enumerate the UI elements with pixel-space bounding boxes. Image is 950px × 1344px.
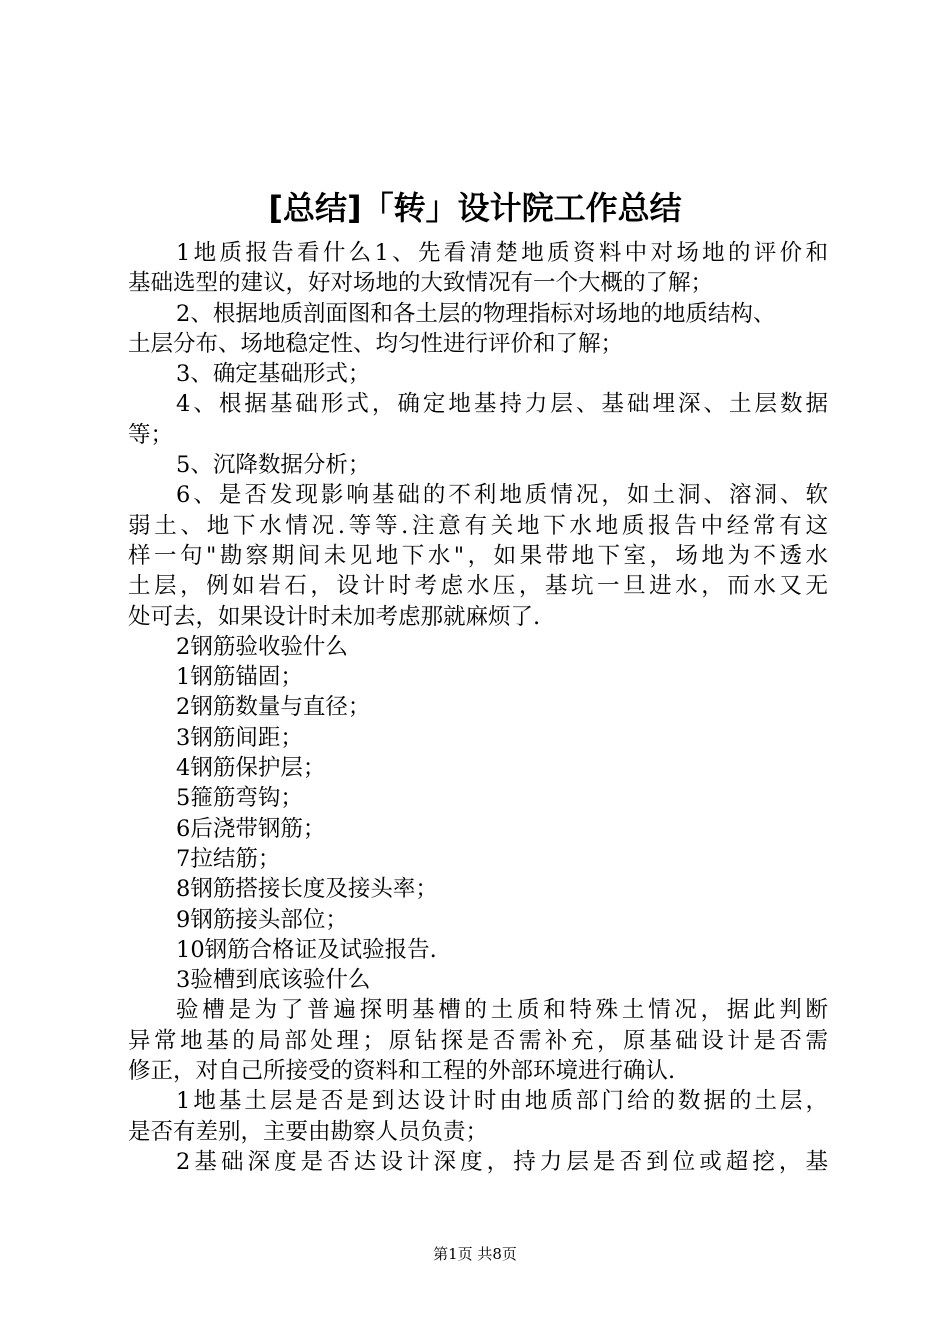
text-line: 7拉结筋；: [176, 845, 281, 872]
text-line: 3钢筋间距；: [176, 724, 303, 751]
text-line: 验槽是为了普遍探明基槽的土质和特殊土情况，据此判断: [176, 997, 828, 1024]
text-line: 是否有差别，主要由勘察人员负责；: [128, 1118, 489, 1145]
text-line: 3验槽到底该验什么: [176, 967, 371, 994]
text-line: 土层，例如岩石，设计时考虑水压，基坑一旦进水，而水又无: [128, 573, 828, 600]
text-line: 9钢筋接头部位；: [176, 906, 348, 933]
text-line: 5箍筋弯钩；: [176, 785, 303, 812]
text-line: 6后浇带钢筋；: [176, 815, 326, 842]
text-line: 1地基土层是否是到达设计时由地质部门给的数据的土层，: [176, 1088, 828, 1115]
text-line: 2钢筋验收验什么: [176, 633, 348, 660]
text-line: 处可去，如果设计时未加考虑那就麻烦了.: [128, 603, 541, 630]
text-line: 3、确定基础形式；: [176, 361, 371, 388]
text-line: 1地质报告看什么1、先看清楚地质资料中对场地的评价和: [176, 240, 828, 266]
text-line: 修正，对自己所接受的资料和工程的外部环境进行确认.: [128, 1058, 676, 1085]
text-line: 5、沉降数据分析；: [176, 452, 371, 479]
text-line: 异常地基的局部处理；原钻探是否需补充，原基础设计是否需: [128, 1027, 828, 1054]
text-line: 土层分布、场地稳定性、均匀性进行评价和了解；: [128, 330, 624, 357]
text-line: 4钢筋保护层；: [176, 755, 326, 782]
page-footer: 第1页 共8页: [433, 1245, 517, 1263]
text-line: 8钢筋搭接长度及接头率；: [176, 876, 438, 903]
text-line: 1钢筋锚固；: [176, 664, 303, 691]
text-line: 4、根据基础形式，确定地基持力层、基础埋深、土层数据: [176, 391, 828, 418]
text-line: 基础选型的建议，好对场地的大致情况有一个大概的了解；: [128, 270, 714, 297]
document-body: [128, 238, 828, 1177]
text-line: 2、根据地质剖面图和各土层的物理指标对场地的地质结构、: [176, 300, 776, 327]
text-line: 2基础深度是否达设计深度，持力层是否到位或超挖，基: [176, 1148, 828, 1175]
text-line: 10钢筋合格证及试验报告.: [176, 936, 437, 963]
text-line: 样一句"勘察期间未见地下水"，如果带地下室，场地为不透水: [128, 542, 828, 569]
text-line: 等；: [128, 421, 174, 448]
document-title: [总结]「转」设计院工作总结: [268, 189, 682, 227]
text-line: 弱土、地下水情况.等等.注意有关地下水地质报告中经常有这: [128, 512, 828, 539]
text-line: 2钢筋数量与直径；: [176, 694, 371, 721]
text-line: 6、是否发现影响基础的不利地质情况，如土洞、溶洞、软: [176, 482, 828, 509]
